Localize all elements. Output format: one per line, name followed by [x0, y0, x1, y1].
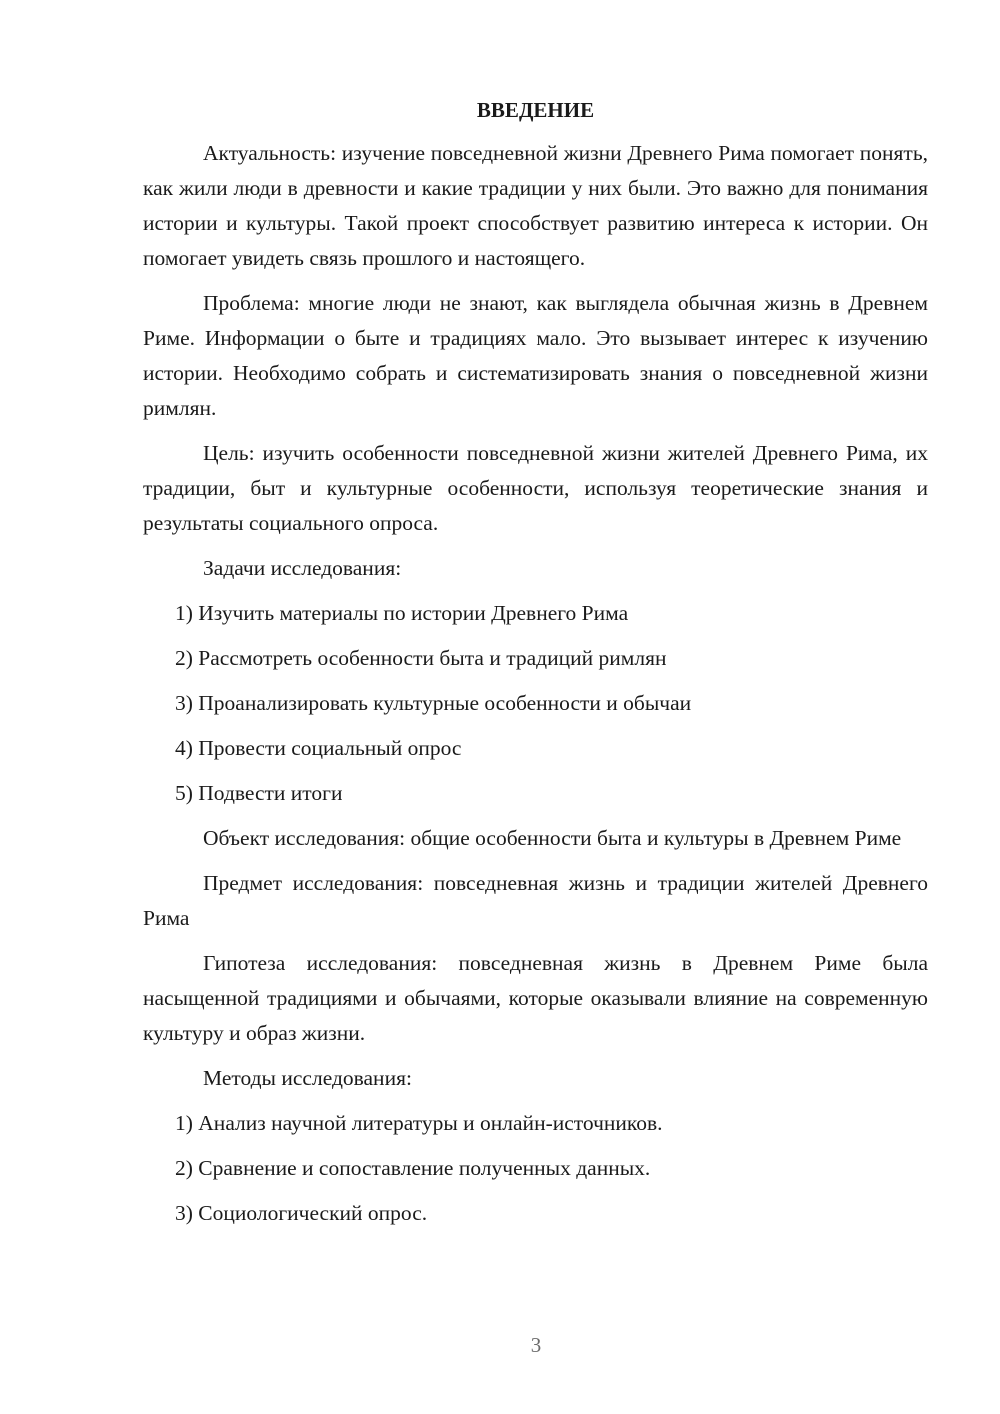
relevance-paragraph: Актуальность: изучение повседневной жизни Древнего Рима помогает понять, как жили люди в древности и какие традиции у них были. Это важно для понимания истории и культуры. Такой проект способствует развитию интереса к истории. Он помогает увидеть связь прошлого и настоящего. — [143, 141, 928, 270]
list-item: 4) Провести социальный опрос — [175, 736, 462, 760]
subject-paragraph: Предмет исследования: повседневная жизнь и традиции жителей Древнего Рима — [143, 871, 928, 930]
hypothesis-paragraph: Гипотеза исследования: повседневная жизнь в Древнем Риме была насыщенной традициями и обычаями, которые оказывали влияние на современную культуру и образ жизни. — [143, 951, 928, 1045]
goal-paragraph: Цель: изучить особенности повседневной жизни жителей Древнего Рима, их традиции, быт и культурные особенности, используя теоретические знания и результаты социального опроса. — [143, 441, 928, 535]
tasks-list — [143, 596, 928, 811]
problem-paragraph: Проблема: многие люди не знают, как выглядела обычная жизнь в Древнем Риме. Информации о быте и традициях мало. Это вызывает интерес к изучению истории. Необходимо собрать и систематизировать знания о повседневной жизни римлян. — [143, 291, 928, 420]
list-item: 3) Социологический опрос. — [175, 1201, 428, 1225]
document-page — [143, 92, 928, 1241]
list-item: 3) Проанализировать культурные особенности и обычаи — [175, 691, 692, 715]
list-item: 1) Анализ научной литературы и онлайн-источников. — [175, 1111, 663, 1135]
list-item: 5) Подвести итоги — [175, 781, 343, 805]
tasks-heading: Задачи исследования: — [203, 556, 402, 580]
methods-heading: Методы исследования: — [203, 1066, 412, 1090]
methods-list — [143, 1106, 928, 1231]
section-title: ВВЕДЕНИЕ — [476, 98, 595, 122]
list-item: 2) Сравнение и сопоставление полученных данных. — [175, 1156, 651, 1180]
object-paragraph: Объект исследования: общие особенности быта и культуры в Древнем Риме — [203, 826, 902, 850]
list-item: 1) Изучить материалы по истории Древнего Рима — [175, 601, 629, 625]
page-number: 3 — [530, 1333, 542, 1357]
list-item: 2) Рассмотреть особенности быта и традиций римлян — [175, 646, 667, 670]
